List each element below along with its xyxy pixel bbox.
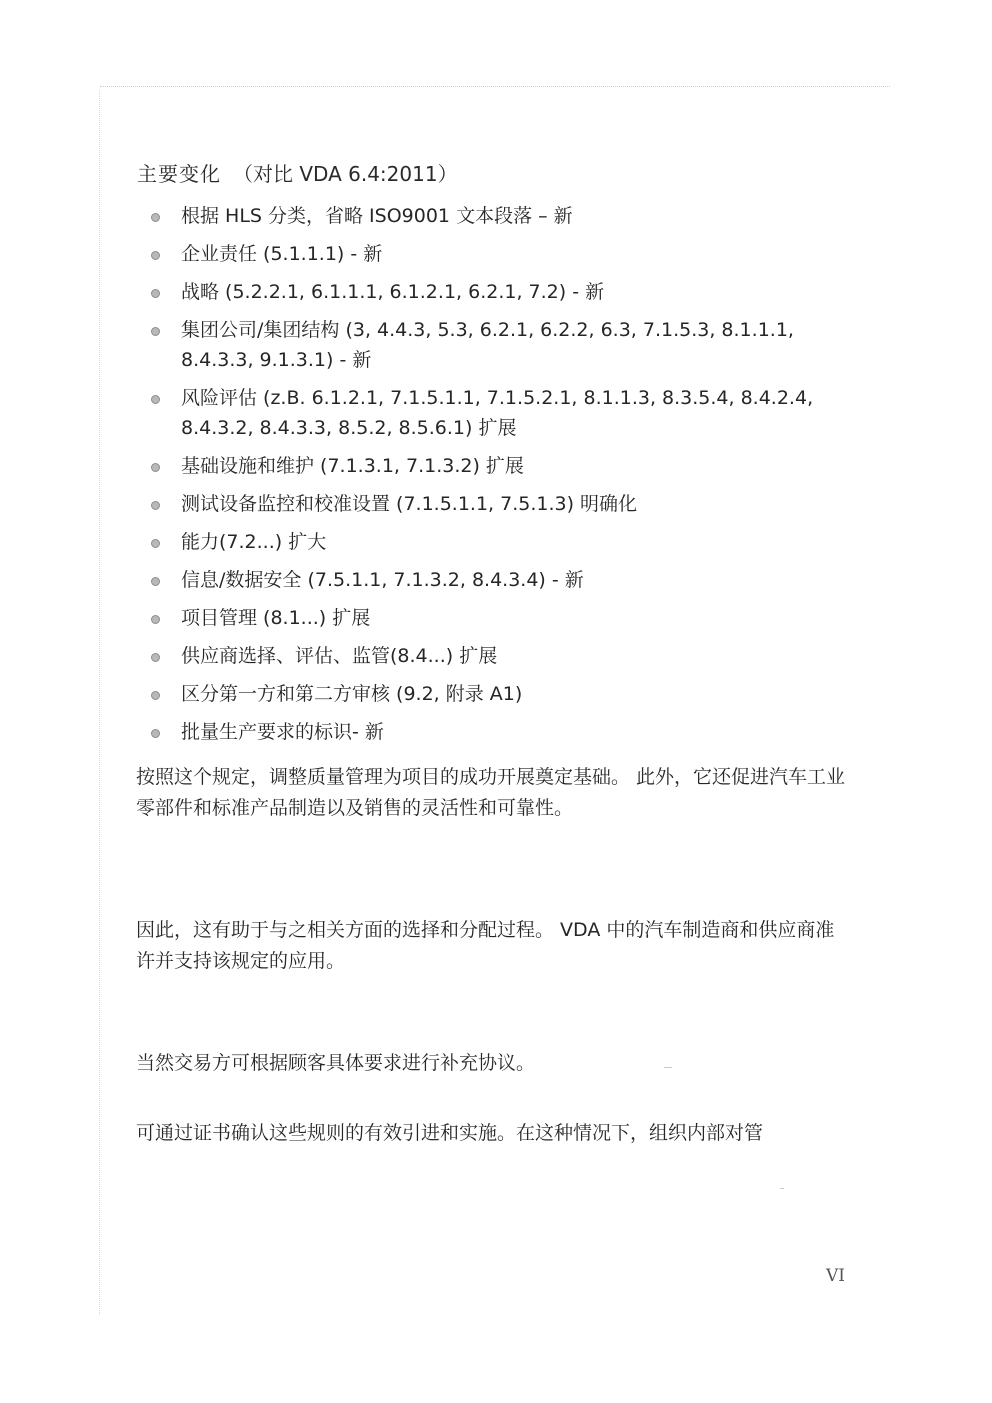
list-item (150, 451, 850, 481)
list-item-text: 企业责任 (5.1.1.1) - 新 (181, 243, 383, 265)
list-item-text: 能力(7.2...) 扩大 (181, 531, 327, 553)
bullet-icon (151, 501, 160, 510)
scan-edge-left (99, 90, 100, 1315)
bullet-icon (151, 539, 160, 548)
bullet-icon (151, 327, 160, 336)
bullet-icon (151, 251, 160, 260)
list-item (150, 239, 850, 269)
bullet-icon (151, 691, 160, 700)
list-item (150, 527, 850, 557)
list-item-text: 区分第一方和第二方审核 (9.2, 附录 A1) (181, 683, 523, 705)
list-item (150, 277, 850, 307)
list-item (150, 679, 850, 709)
page-number: VI (826, 1266, 845, 1286)
bullet-icon (151, 615, 160, 624)
section-heading (137, 160, 458, 188)
bullet-icon (151, 729, 160, 738)
list-item-text: 基础设施和维护 (7.1.3.1, 7.1.3.2) 扩展 (181, 455, 524, 477)
list-item (150, 641, 850, 671)
changes-list (150, 201, 850, 755)
list-item-text: 战略 (5.2.2.1, 6.1.1.1, 6.1.2.1, 6.2.1, 7.2) - 新 (181, 281, 605, 303)
list-item (150, 383, 850, 443)
list-item-text: 供应商选择、评估、监管(8.4...) 扩展 (181, 645, 498, 667)
body-paragraph: 因此，这有助于与之相关方面的选择和分配过程。 VDA 中的汽车制造商和供应商准许并支持该规定的应用。 (136, 919, 835, 972)
bullet-icon (151, 395, 160, 404)
body-paragraph: 可通过证书确认这些规则的有效引进和实施。在这种情况下，组织内部对管 (136, 1122, 764, 1144)
bullet-icon (151, 213, 160, 222)
body-paragraph: 按照这个规定，调整质量管理为项目的成功开展奠定基础。 此外，它还促进汽车工业零部件和标准产品制造以及销售的灵活性和可靠性。 (136, 766, 846, 819)
list-item (150, 603, 850, 633)
bullet-icon (151, 577, 160, 586)
body-paragraph: 当然交易方可根据顾客具体要求进行补充协议。 (136, 1052, 536, 1074)
list-item-text: 集团公司/集团结构 (3, 4.4.3, 5.3, 6.2.1, 6.2.2, 6.3, 7.1.5.3, 8.1.1.1, 8.4.3.3, 9.1.3.1) - 新 (181, 319, 794, 371)
list-item (150, 315, 850, 375)
list-item (150, 201, 850, 231)
scan-speck (780, 1188, 784, 1189)
list-item-text: 信息/数据安全 (7.5.1.1, 7.1.3.2, 8.4.3.4) - 新 (181, 569, 584, 591)
list-item-text: 测试设备监控和校准设置 (7.1.5.1.1, 7.5.1.3) 明确化 (181, 493, 638, 515)
list-item-text: 批量生产要求的标识- 新 (181, 721, 384, 743)
heading-subtitle: （对比 VDA 6.4:2011） (233, 162, 458, 186)
list-item (150, 565, 850, 595)
bullet-icon (151, 289, 160, 298)
bullet-icon (151, 463, 160, 472)
list-item-text: 风险评估 (z.B. 6.1.2.1, 7.1.5.1.1, 7.1.5.2.1, 8.1.1.3, 8.3.5.4, 8.4.2.4, 8.4.3.2, 8.4.3.3, 8.5.2, 8.5.6.1) 扩展 (181, 387, 814, 439)
list-item-text: 根据 HLS 分类，省略 ISO9001 文本段落 – 新 (181, 205, 573, 227)
list-item (150, 717, 850, 747)
list-item-text: 项目管理 (8.1...) 扩展 (181, 607, 371, 629)
bullet-icon (151, 653, 160, 662)
list-item (150, 489, 850, 519)
heading-title: 主要变化 (137, 162, 221, 186)
scan-edge-top (100, 86, 890, 87)
